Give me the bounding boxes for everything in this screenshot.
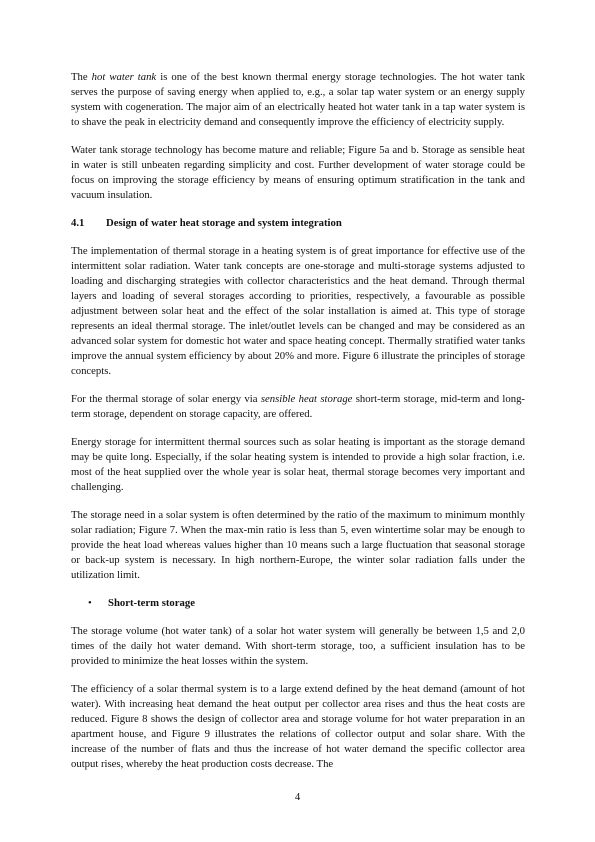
bullet-icon: •	[88, 597, 92, 609]
paragraph-text: For the thermal storage of solar energy via	[71, 393, 261, 405]
paragraph-hot-water-tank	[71, 70, 525, 130]
paragraph-text: short-term storage, mid-term and long-term storage, dependent on storage capacity, are offered.	[71, 393, 525, 420]
paragraph-intermittent-sources: Energy storage for intermittent thermal sources such as solar heating is important as the storage demand may be quite long. Especially, if the solar heating system is intended to provide a high solar fraction, i.e. most of the heat supplied over the whole year is solar heat, thermal storage becomes very important and challenging.	[71, 436, 525, 493]
paragraph-implementation: The implementation of thermal storage in a heating system is of great importance for effective use of the intermittent solar radiation. Water tank concepts are one-storage and multi-storage systems adjusted to loading and discharging strategies with collector characteristics and the heat demand. Through thermal layers and loading of several storages according to priorities, respectively, a favourable as possible adjustment between solar heat and the effect of the solar installation is aimed at. This type of storage represents an ideal thermal storage. The inlet/outlet levels can be changed and may be considered as an advanced solar system for domestic hot water and space heating concept. Thermally stratified water tanks improve the annual system efficiency by about 20% and more. Figure 6 illustrate the principles of storage concepts.	[71, 245, 525, 377]
bullet-short-term-storage	[71, 596, 525, 611]
page-body	[71, 70, 525, 785]
section-number: 4.1	[71, 217, 85, 229]
page-number: 4	[294, 791, 301, 803]
paragraph-efficiency: The efficiency of a solar thermal system is to a large extend defined by the heat demand (amount of hot water). With increasing heat demand the heat output per collector area rises and thus the heat costs are reduced. Figure 8 shows the design of collector area and storage volume for hot water preparation in an apartment house, and Figure 9 illustrates the relations of collector output and solar share. With the increase of the number of flats and thus the increase of hot water demand the specific collector area output rises, whereby the heat production costs decrease. The	[71, 683, 525, 770]
paragraph-storage-volume: The storage volume (hot water tank) of a solar hot water system will generally be between 1,5 and 2,0 times of the daily hot water demand. With short-term storage, too, a sufficient insulation has to be provided to minimize the heat losses within the system.	[71, 625, 525, 667]
paragraph-text: is one of the best known thermal energy storage technologies. The hot water tank serves the purpose of saving energy when applied to, e.g., a solar tap water system or an energy supply system with cogeneration. The major aim of an electrically heated hot water tank in a tap water system is to shave the peak in electricity demand and consequently improve the efficiency of electricity supply.	[71, 71, 526, 128]
paragraph-storage-need: The storage need in a solar system is often determined by the ratio of the maximum to minimum monthly solar radiation; Figure 7. When the max-min ratio is less than 5, even wintertime solar may be enough to provide the heat load whereas values higher than 10 means such a large fluctuation that seasonal storage or back-up system is necessary. In high northern-Europe, the winter solar radiation falls under the utilization limit.	[71, 509, 525, 581]
paragraph-water-tank-technology: Water tank storage technology has become mature and reliable; Figure 5a and b. Storage as sensible heat in water is still unbeaten regarding simplicity and cost. Further development of water storage could be focus on improving the storage efficiency by means of ensuring optimum stratification in the tank and vacuum insulation.	[71, 144, 525, 201]
section-heading	[71, 216, 525, 231]
section-title: Design of water heat storage and system integration	[106, 217, 342, 229]
bullet-label: Short-term storage	[108, 597, 195, 609]
emphasis-sensible-heat-storage: sensible heat storage	[260, 393, 353, 405]
paragraph-sensible-heat	[71, 392, 525, 422]
paragraph-text: The	[71, 71, 92, 83]
emphasis-hot-water-tank: hot water tank	[91, 71, 157, 83]
